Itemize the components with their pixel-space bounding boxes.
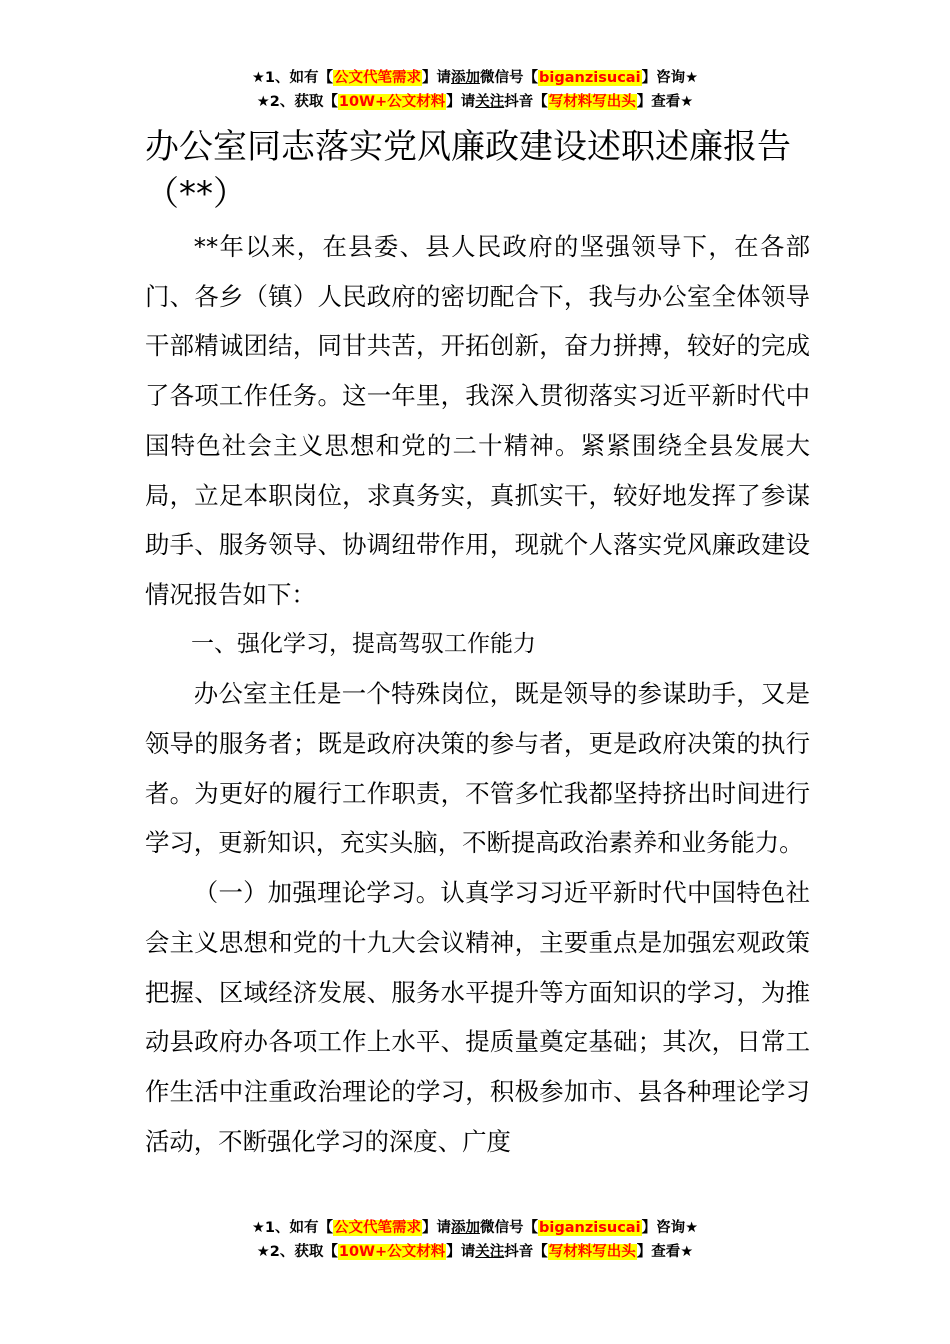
highlight-materials: 10W+公文材料 <box>338 94 446 110</box>
body-paragraph: **年以来，在县委、县人民政府的坚强领导下，在各部门、各乡（镇）人民政府的密切配合下，我与办公室全体领导干部精诚团结，同甘共苦，开拓创新，奋力拼搏，较好的完成了各项工作任务。这一年里，我深入贯彻落实习近平新时代中国特色社会主义思想和党的二十精神。紧紧围绕全县发展大局，立足本职岗位，求真务实，真抓实干，较好地发挥了参谋助手、服务领导、协调纽带作用，现就个人落实党风廉政建设情况报告如下： <box>145 232 810 609</box>
highlight-douyin-account: 写材料写出头 <box>548 94 636 110</box>
highlight-service: 公文代笔需求 <box>334 1220 422 1236</box>
highlight-douyin-account: 写材料写出头 <box>548 1244 636 1260</box>
highlight-materials: 10W+公文材料 <box>338 1244 446 1260</box>
banner-line-2: ★2、获取【10W+公文材料】请关注抖音【写材料写出头】查看★ <box>256 1244 694 1260</box>
footer-banner <box>0 1216 950 1264</box>
highlight-service: 公文代笔需求 <box>334 70 422 86</box>
highlight-wechat-id: biganzisucai <box>539 70 641 86</box>
banner-line-1: ★1、如有【公文代笔需求】请添加微信号【biganzisucai】咨询★ <box>251 1220 699 1236</box>
header-banner <box>0 66 950 114</box>
section-heading: 一、强化学习，提高驾驭工作能力 <box>191 630 536 657</box>
document-body <box>145 222 810 1166</box>
document-title: 办公室同志落实党风廉政建设述职述廉报告（**） <box>145 127 791 214</box>
banner-line-2: ★2、获取【10W+公文材料】请关注抖音【写材料写出头】查看★ <box>256 94 694 110</box>
body-paragraph: 办公室主任是一个特殊岗位，既是领导的参谋助手，又是领导的服务者；既是政府决策的参与者，更是政府决策的执行者。为更好的履行工作职责，不管多忙我都坚持挤出时间进行学习，更新知识，充实头脑，不断提高政治素养和业务能力。 <box>145 679 810 858</box>
body-paragraph: （一）加强理论学习。认真学习习近平新时代中国特色社会主义思想和党的十九大会议精神，主要重点是加强宏观政策把握、区域经济发展、服务水平提升等方面知识的学习，为推动县政府办各项工作上水平、提质量奠定基础；其次，日常工作生活中注重政治理论的学习，积极参加市、县各种理论学习活动，不断强化学习的深度、广度 <box>145 878 810 1156</box>
highlight-wechat-id: biganzisucai <box>539 1220 641 1236</box>
banner-line-1: ★1、如有【公文代笔需求】请添加微信号【biganzisucai】咨询★ <box>251 70 699 86</box>
